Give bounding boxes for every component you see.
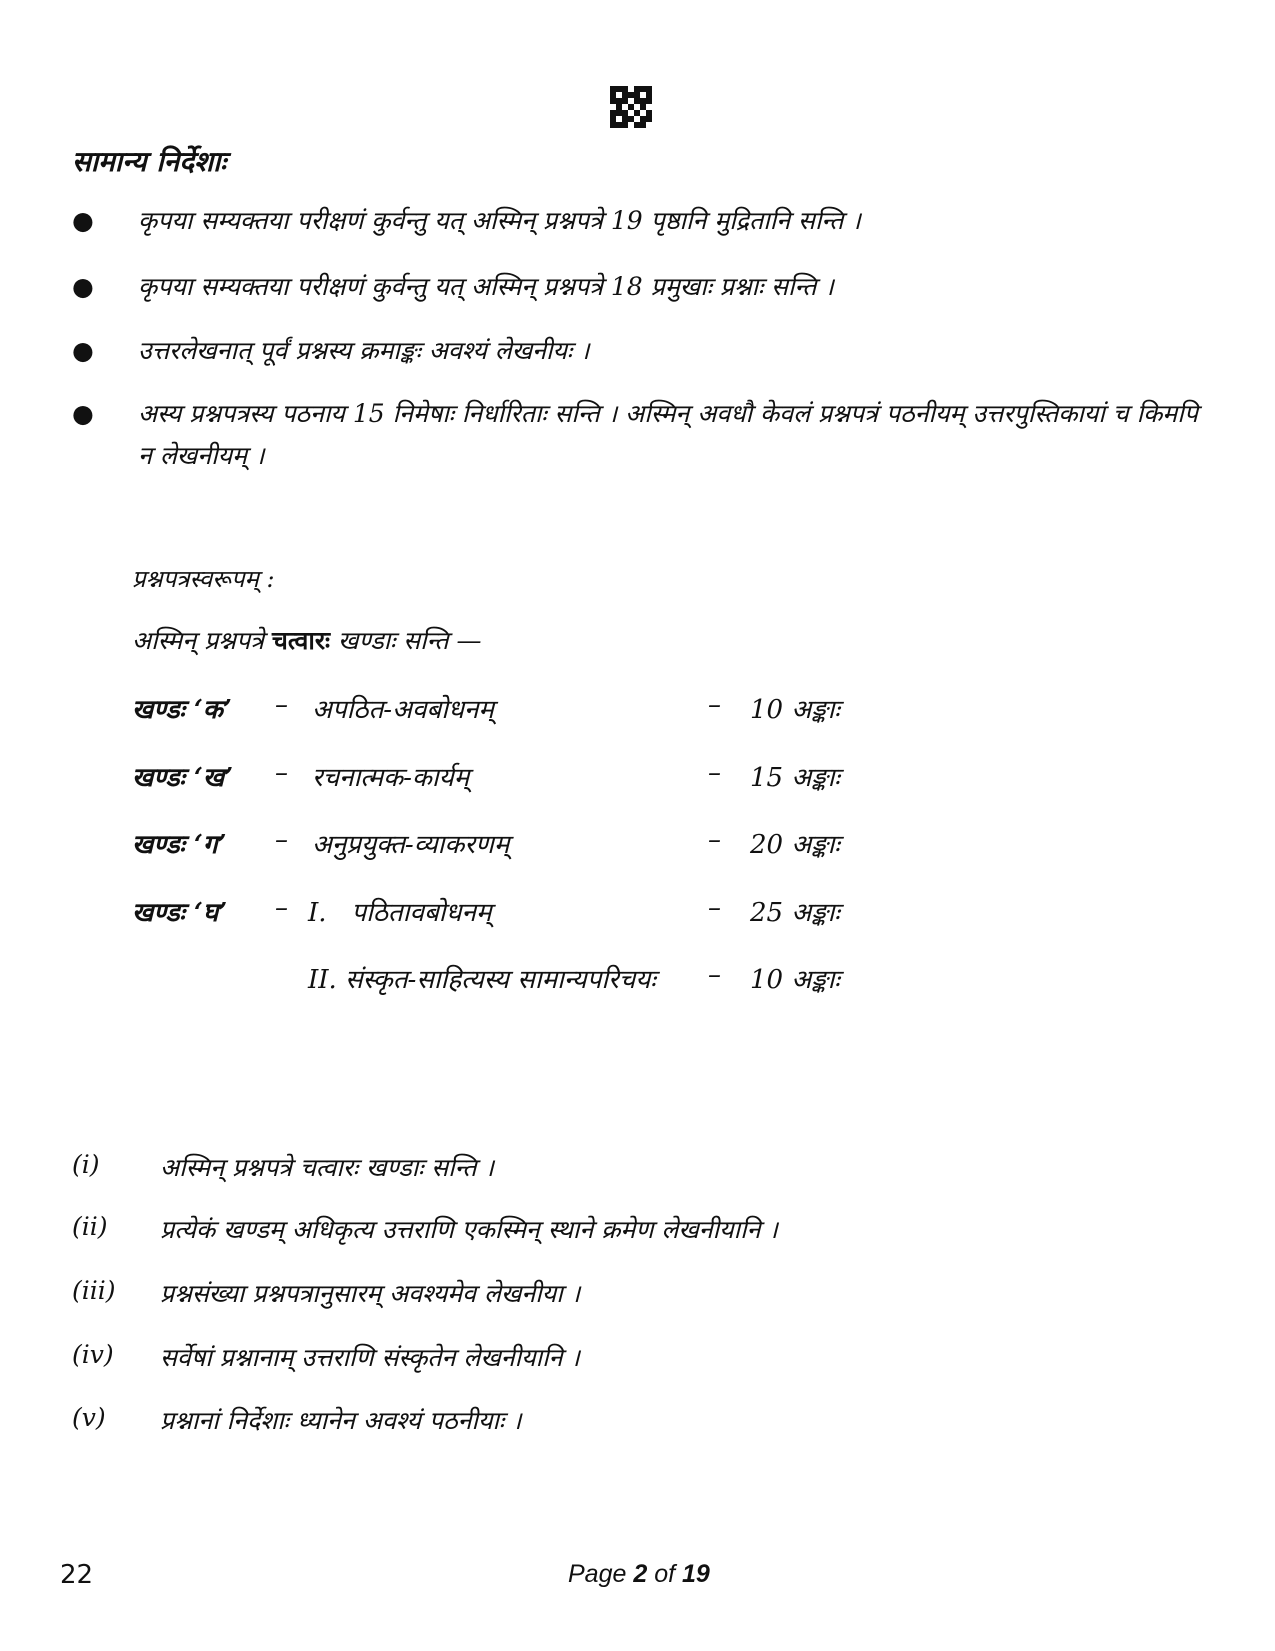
general-instructions-heading: सामान्य निर्देशाः	[72, 145, 227, 178]
instruction-text: प्रश्नानां निर्देशाः ध्यानेन अवश्यं पठनीयाः ।	[160, 1406, 522, 1435]
instruction-number: (ii)	[72, 1212, 108, 1241]
instruction-text: अस्मिन् प्रश्नपत्रे चत्वारः खण्डाः सन्ति ।	[160, 1153, 494, 1182]
bullet-dot-icon: ●	[72, 272, 94, 301]
section-dash: –	[275, 690, 288, 720]
section-marks: 25 अङ्काः	[750, 898, 840, 928]
bullet-text: अस्य प्रश्नपत्रस्य पठनाय 15 निमेषाः निर्धारिताः सन्ति । अस्मिन् अवधौ केवलं प्रश्नपत्रं पठनीयम् उत्तरपुस्तिकायां च किमपि न लेखनीयम् ।	[138, 399, 1198, 470]
section-marks: 20 अङ्काः	[750, 830, 840, 860]
instruction-text: प्रत्येकं खण्डम् अधिकृत्य उत्तराणि एकस्मिन् स्थाने क्रमेण लेखनीयानि ।	[160, 1215, 778, 1244]
section-dash: –	[708, 960, 721, 990]
section-marks: 10 अङ्काः	[750, 965, 840, 995]
bullet-text: कृपया सम्यक्तया परीक्षणं कुर्वन्तु यत् अस्मिन् प्रश्नपत्रे 19 पृष्ठानि मुद्रितानि सन्ति ।	[138, 206, 861, 235]
instruction-number: (v)	[72, 1403, 106, 1432]
paper-code: 22	[60, 1560, 94, 1590]
instruction-text: सर्वेषां प्रश्नानाम् उत्तराणि संस्कृतेन लेखनीयानि ।	[160, 1343, 580, 1372]
instruction-number: (iv)	[72, 1340, 114, 1369]
bullet-text: उत्तरलेखनात् पूर्वं प्रश्नस्य क्रमाङ्कः अवश्यं लेखनीयः ।	[138, 336, 590, 365]
section-label: खण्डः ‘क’	[132, 695, 232, 725]
section-name: अपठित-अवबोधनम्	[312, 695, 494, 725]
instruction-text: प्रश्नसंख्या प्रश्नपत्रानुसारम् अवश्यमेव लेखनीया ।	[160, 1279, 581, 1308]
section-dash: –	[708, 690, 721, 720]
section-dash: –	[275, 758, 288, 788]
section-label: खण्डः ‘ग’	[132, 830, 227, 860]
qr-code	[610, 86, 652, 128]
section-name: रचनात्मक-कार्यम्	[312, 763, 470, 793]
instruction-number: (i)	[72, 1150, 100, 1179]
section-label: खण्डः ‘ख’	[132, 763, 234, 793]
section-name: I. पठितावबोधनम्	[308, 898, 492, 928]
section-dash: –	[708, 758, 721, 788]
section-dash: –	[708, 825, 721, 855]
instruction-number: (iii)	[72, 1276, 116, 1305]
section-label: खण्डः ‘घ’	[132, 898, 228, 928]
section-dash: –	[275, 893, 288, 923]
structure-title: प्रश्नपत्रस्वरूपम् :	[132, 565, 275, 593]
bullet-text: कृपया सम्यक्तया परीक्षणं कुर्वन्तु यत् अस्मिन् प्रश्नपत्रे 18 प्रमुखाः प्रश्नाः सन्ति ।	[138, 272, 834, 301]
section-dash: –	[708, 893, 721, 923]
bullet-dot-icon: ●	[72, 206, 94, 235]
subsection-name: II. संस्कृत-साहित्यस्य सामान्यपरिचयः	[308, 965, 656, 995]
bullet-dot-icon: ●	[72, 336, 94, 365]
section-marks: 10 अङ्काः	[750, 695, 840, 725]
section-marks: 15 अङ्काः	[750, 763, 840, 793]
section-name: अनुप्रयुक्त-व्याकरणम्	[312, 830, 510, 860]
section-dash: –	[275, 825, 288, 855]
page-number: Page 2 of 19	[568, 1560, 710, 1588]
bullet-dot-icon: ●	[72, 399, 94, 428]
structure-intro: अस्मिन् प्रश्नपत्रे चत्वारः खण्डाः सन्ति —	[132, 626, 482, 655]
